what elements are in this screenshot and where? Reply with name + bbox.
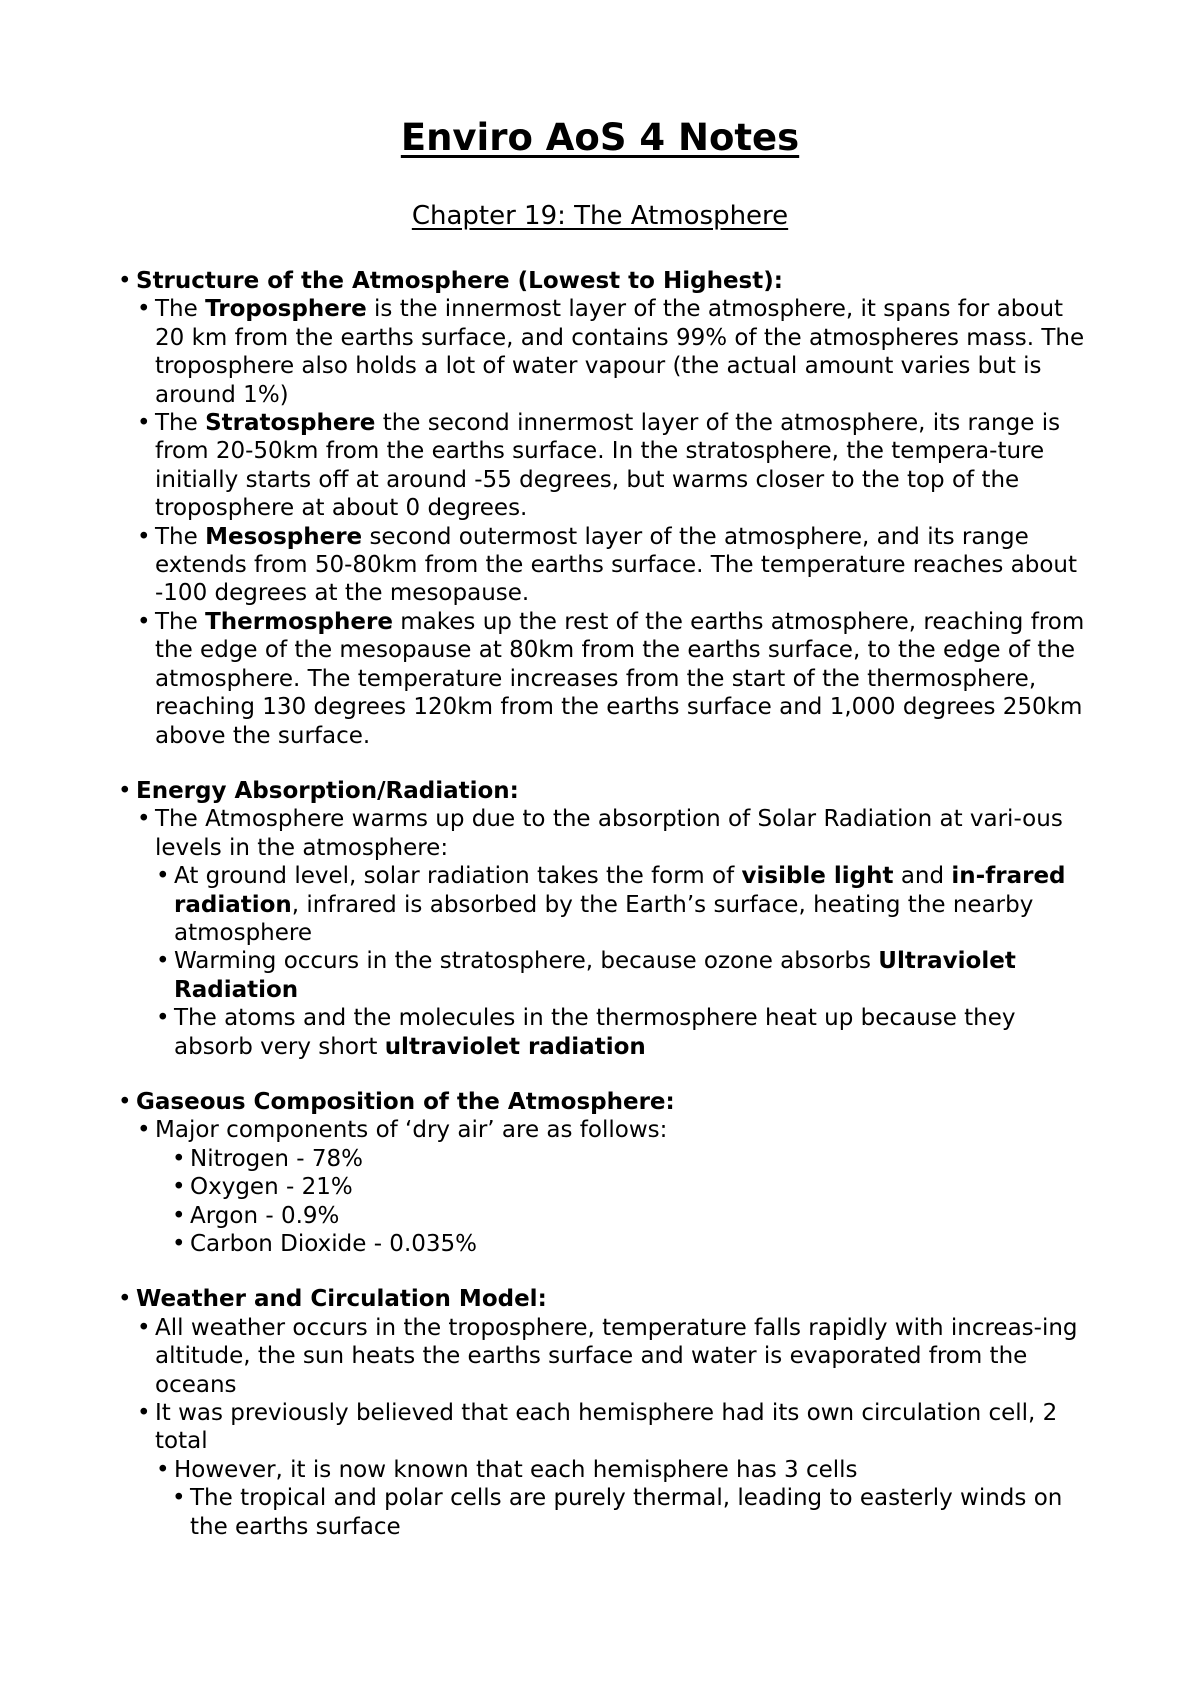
item-text: The bbox=[155, 523, 206, 550]
bullet-icon: • bbox=[137, 806, 151, 833]
item-text: The tropical and polar cells are purely thermal, leading to easterly winds on the earths surface bbox=[190, 1485, 1063, 1540]
section-composition bbox=[0, 1088, 1200, 1258]
item-text: It was previously believed that each hemisphere had its own circulation cell, 2 total bbox=[155, 1400, 1058, 1455]
bullet-icon: • bbox=[156, 1456, 170, 1483]
heading-text: Energy Absorption/Radiation: bbox=[136, 777, 519, 804]
bullet-icon: • bbox=[172, 1174, 186, 1201]
list-item bbox=[0, 1456, 1096, 1484]
key-term: ultraviolet radiation bbox=[384, 1033, 646, 1060]
list-item bbox=[0, 1314, 1096, 1399]
list-item bbox=[0, 1484, 1096, 1541]
notes-body bbox=[0, 267, 1200, 1541]
bullet-icon: • bbox=[137, 523, 151, 550]
bullet-icon: • bbox=[118, 777, 132, 804]
item-text: Major components of ‘dry air’ are as follows: bbox=[155, 1117, 668, 1144]
list-item bbox=[0, 805, 1096, 862]
bullet-icon: • bbox=[156, 863, 170, 890]
section-structure bbox=[0, 267, 1200, 750]
key-term: Troposphere bbox=[205, 296, 367, 323]
key-term: Thermosphere bbox=[205, 608, 393, 635]
list-item-component bbox=[0, 1230, 1096, 1258]
list-item-component bbox=[0, 1202, 1096, 1230]
item-text: is the innermost layer of the atmosphere, it spans for about 20 km from the earths surface, and contains 99% of the atmospheres mass. The troposphere also holds a lot of water vapour (the actual amount varies but is around 1%) bbox=[155, 296, 1085, 408]
list-item-stratosphere-warming bbox=[0, 947, 1096, 1004]
key-term: Ultraviolet Radiation bbox=[174, 948, 1016, 1003]
list-item-stratosphere bbox=[0, 409, 1096, 523]
bullet-icon: • bbox=[172, 1145, 186, 1172]
section-weather bbox=[0, 1285, 1200, 1541]
item-text: Nitrogen - 78% bbox=[190, 1145, 364, 1172]
list-item-troposphere bbox=[0, 295, 1096, 409]
section-heading bbox=[0, 267, 1096, 295]
heading-text: Structure of the Atmosphere (Lowest to Highest): bbox=[136, 268, 783, 294]
list-item-mesosphere bbox=[0, 523, 1096, 608]
item-text: The bbox=[155, 608, 206, 635]
item-text: At ground level, solar radiation takes the form of bbox=[174, 863, 742, 890]
item-text: All weather occurs in the troposphere, temperature falls rapidly with increas-ing altitude, the sun heats the earths surface and water is evaporated from the oceans bbox=[155, 1314, 1078, 1398]
section-heading bbox=[0, 1285, 1096, 1313]
section-energy bbox=[0, 777, 1200, 1061]
bullet-icon: • bbox=[172, 1485, 186, 1512]
list-item-component bbox=[0, 1173, 1096, 1201]
bullet-icon: • bbox=[137, 608, 151, 635]
item-text: The bbox=[155, 410, 206, 437]
document-title: Enviro AoS 4 Notes bbox=[400, 116, 800, 159]
item-text: Argon - 0.9% bbox=[190, 1202, 340, 1229]
chapter-title: Chapter 19: The Atmosphere bbox=[411, 201, 789, 231]
item-text: Oxygen - 21% bbox=[190, 1174, 353, 1201]
item-text: makes up the rest of the earths atmosphere, reaching from the edge of the mesopause at 80km from the earths surface, to the edge of the atmosphere. The temperature increases from the start of the thermosphere, reaching 130 degrees 120km from the earths surface and 1,000 degrees 250km above the surface. bbox=[155, 608, 1085, 749]
section-spacer bbox=[0, 1061, 1200, 1088]
key-term: Mesosphere bbox=[205, 523, 363, 550]
bullet-icon: • bbox=[156, 948, 170, 975]
item-text: , infrared is absorbed by the Earth’s surface, heating the nearby atmosphere bbox=[174, 891, 1034, 946]
bullet-icon: • bbox=[172, 1202, 186, 1229]
bullet-icon: • bbox=[137, 410, 151, 437]
list-item bbox=[0, 1399, 1096, 1456]
item-text: the second innermost layer of the atmosphere, its range is from 20-50km from the earths surface. In the stratosphere, the tempera-ture initially starts off at around -55 degrees, but warms closer to the top of the troposphere at about 0 degrees. bbox=[155, 410, 1061, 522]
item-text: Carbon Dioxide - 0.035% bbox=[190, 1231, 478, 1257]
item-text: However, it is now known that each hemisphere has 3 cells bbox=[174, 1456, 858, 1483]
item-text: and bbox=[893, 863, 952, 890]
list-item-thermosphere-heating bbox=[0, 1004, 1096, 1061]
section-heading bbox=[0, 777, 1096, 805]
bullet-icon: • bbox=[137, 1314, 151, 1341]
bullet-icon: • bbox=[118, 268, 132, 294]
list-item-thermosphere bbox=[0, 608, 1096, 750]
section-heading bbox=[0, 1088, 1096, 1116]
list-item-component bbox=[0, 1145, 1096, 1173]
list-item bbox=[0, 1116, 1096, 1144]
key-term: visible light bbox=[741, 863, 894, 890]
list-item-ground-level bbox=[0, 862, 1096, 947]
item-text: Warming occurs in the stratosphere, because ozone absorbs bbox=[174, 948, 879, 975]
section-spacer bbox=[0, 1258, 1200, 1285]
key-term: Stratosphere bbox=[205, 410, 376, 437]
bullet-icon: • bbox=[137, 296, 151, 323]
item-text: The atoms and the molecules in the thermosphere heat up because they absorb very short bbox=[174, 1005, 1016, 1060]
item-text: The Atmosphere warms up due to the absorption of Solar Radiation at vari-ous levels in the atmosphere: bbox=[155, 806, 1063, 861]
bullet-icon: • bbox=[137, 1400, 151, 1427]
heading-text: Weather and Circulation Model: bbox=[136, 1286, 547, 1313]
heading-text: Gaseous Composition of the Atmosphere: bbox=[136, 1088, 675, 1115]
item-text: second outermost layer of the atmosphere, and its range extends from 50-80km from the earths surface. The temperature reaches about -100 degrees at the mesopause. bbox=[155, 523, 1077, 607]
bullet-icon: • bbox=[118, 1286, 132, 1313]
section-spacer bbox=[0, 750, 1200, 777]
bullet-icon: • bbox=[172, 1231, 186, 1257]
bullet-icon: • bbox=[156, 1005, 170, 1032]
bullet-icon: • bbox=[137, 1117, 151, 1144]
item-text: The bbox=[155, 296, 206, 323]
key-term: in-frared radiation bbox=[174, 863, 1066, 918]
bullet-icon: • bbox=[118, 1088, 132, 1115]
